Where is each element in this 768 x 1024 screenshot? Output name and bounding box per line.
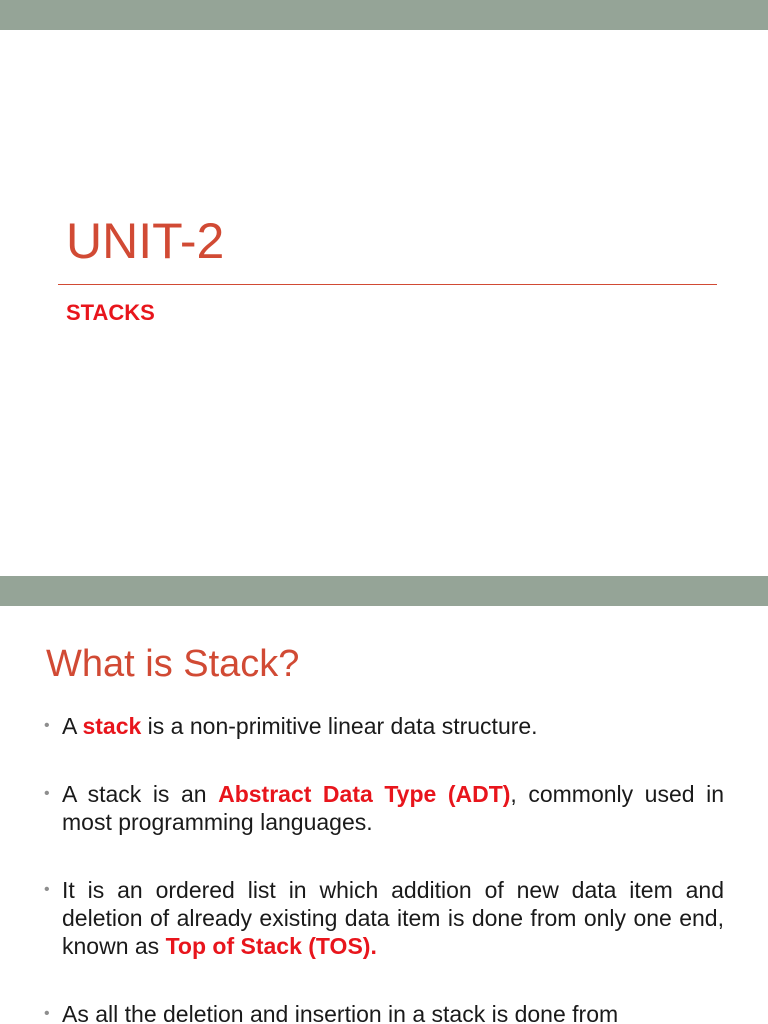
bullet-dot-icon: • [44,785,50,802]
bullet-list [44,712,724,1024]
content-slide [0,606,768,1024]
slide-separator-band [0,576,768,606]
bullet-text: , commonly used in most programming languages. [62,781,724,835]
bullet-item [44,780,724,836]
bullet-text: It is an ordered list in which addition of new data item and deletion of already existing data item is done from only one end, known as [62,877,724,959]
bullet-highlight: Abstract Data Type (ADT) [218,781,511,807]
bullet-text: A stack is an [62,781,219,807]
slide-title: What is Stack? [46,643,300,685]
bullet-item [44,712,724,740]
bullet-dot-icon: • [44,881,50,898]
bullet-item [44,1000,724,1024]
slide-subtitle: STACKS [66,300,155,325]
slide-title: UNIT-2 [66,213,225,269]
bullet-text: is a non-primitive linear data structure. [141,713,538,739]
slide-separator-band [0,0,768,30]
bullet-text: A [62,713,83,739]
bullet-dot-icon: • [44,717,50,734]
bullet-item [44,876,724,960]
bullet-dot-icon: • [44,1005,50,1022]
bullet-highlight: Top of Stack (TOS). [165,933,377,959]
bullet-text: As all the deletion and insertion in a stack is done from [62,1001,619,1024]
title-slide [0,30,768,576]
bullet-highlight: stack [82,713,142,739]
title-underline [58,284,717,285]
